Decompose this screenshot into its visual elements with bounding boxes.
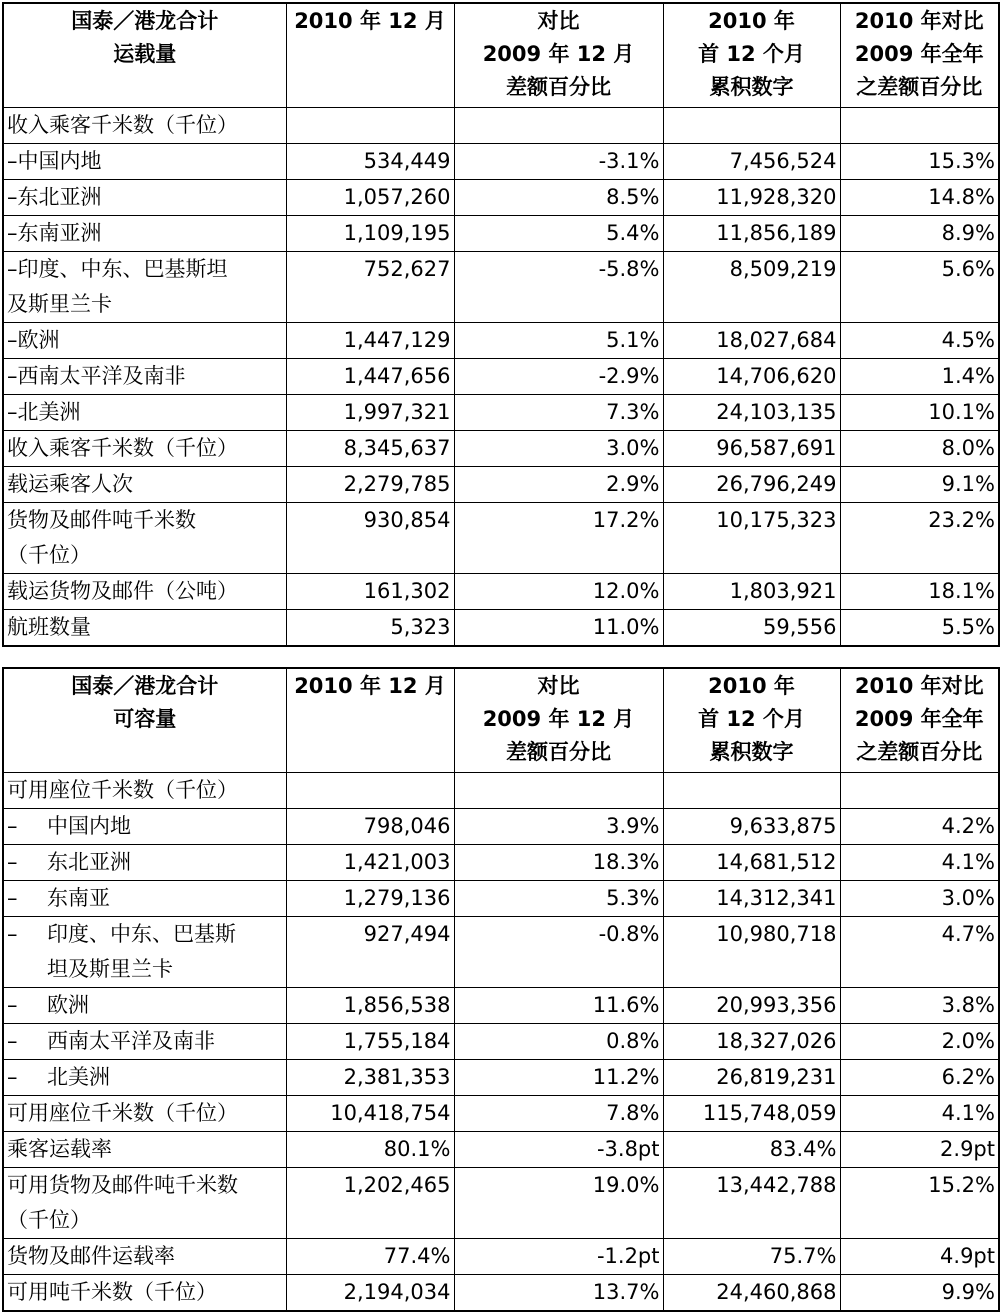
month-value: 752,627 <box>286 252 454 323</box>
month-change: 11.2% <box>454 1060 663 1096</box>
month-value: 2,194,034 <box>286 1275 454 1312</box>
table-row <box>3 395 999 431</box>
capacity-header-row <box>3 668 999 773</box>
ytd-change: 2.0% <box>840 1024 999 1060</box>
month-change: 7.8% <box>454 1096 663 1132</box>
table-row <box>3 252 999 323</box>
header-month-line1: 2010 年 12 月 <box>294 674 446 698</box>
month-value: 798,046 <box>286 809 454 845</box>
ytd-value: 24,103,135 <box>663 395 840 431</box>
ytd-value: 8,509,219 <box>663 252 840 323</box>
table-row <box>3 144 999 180</box>
month-change: -2.9% <box>454 359 663 395</box>
month-change: 7.3% <box>454 395 663 431</box>
row-label-line2: （千位） <box>7 1208 91 1232</box>
table-row <box>3 216 999 252</box>
month-change: 5.3% <box>454 881 663 917</box>
month-value: 5,323 <box>286 610 454 647</box>
ytd-value: 96,587,691 <box>663 431 840 467</box>
row-label <box>3 252 286 323</box>
month-change: 2.9% <box>454 467 663 503</box>
header-month-change-line2: 2009 年 12 月 <box>482 42 635 66</box>
table-row <box>3 180 999 216</box>
header-metric <box>3 668 286 773</box>
empty-cell <box>663 773 840 809</box>
header-month-change-line1: 对比 <box>537 9 580 33</box>
row-label <box>3 1060 286 1096</box>
ytd-change: 10.1% <box>840 395 999 431</box>
dash: – <box>7 886 18 910</box>
row-label: –欧洲 <box>3 323 286 359</box>
month-change: 12.0% <box>454 574 663 610</box>
ytd-value: 13,442,788 <box>663 1168 840 1239</box>
section-row <box>3 108 999 144</box>
row-label-text: 北美洲 <box>47 1065 110 1089</box>
row-label-line1: 货物及邮件吨千米数 <box>7 508 196 532</box>
empty-cell <box>663 108 840 144</box>
ytd-value: 26,819,231 <box>663 1060 840 1096</box>
table-row <box>3 323 999 359</box>
month-value: 1,202,465 <box>286 1168 454 1239</box>
header-ytd-line3: 累积数字 <box>709 740 794 764</box>
month-value: 1,279,136 <box>286 881 454 917</box>
header-month-line1: 2010 年 12 月 <box>294 9 446 33</box>
row-label-text: 西南太平洋及南非 <box>47 1029 215 1053</box>
row-label <box>3 1168 286 1239</box>
ytd-change: 4.5% <box>840 323 999 359</box>
month-change: 13.7% <box>454 1275 663 1312</box>
ytd-change: 15.3% <box>840 144 999 180</box>
ytd-change: 9.9% <box>840 1275 999 1312</box>
header-ytd-change-line2: 2009 年全年 <box>854 707 984 731</box>
row-label <box>3 988 286 1024</box>
month-value: 77.4% <box>286 1239 454 1275</box>
section-label: 收入乘客千米数（千位） <box>3 108 286 144</box>
ytd-change: 4.1% <box>840 1096 999 1132</box>
month-change: -3.8pt <box>454 1132 663 1168</box>
empty-cell <box>840 773 999 809</box>
ytd-change: 1.4% <box>840 359 999 395</box>
row-label: –中国内地 <box>3 144 286 180</box>
row-label <box>3 1024 286 1060</box>
header-month-change-line1: 对比 <box>537 674 580 698</box>
row-label <box>3 809 286 845</box>
ytd-value: 14,706,620 <box>663 359 840 395</box>
ytd-change: 18.1% <box>840 574 999 610</box>
header-metric-line2: 可容量 <box>113 707 177 731</box>
row-label: 收入乘客千米数（千位） <box>3 431 286 467</box>
month-value: 8,345,637 <box>286 431 454 467</box>
month-change: -3.1% <box>454 144 663 180</box>
month-value: 1,997,321 <box>286 395 454 431</box>
month-change: 5.1% <box>454 323 663 359</box>
month-change: 8.5% <box>454 180 663 216</box>
header-ytd-change-line3: 之差额百分比 <box>856 740 983 764</box>
month-value: 161,302 <box>286 574 454 610</box>
table-row <box>3 1275 999 1312</box>
ytd-value: 14,681,512 <box>663 845 840 881</box>
ytd-value: 59,556 <box>663 610 840 647</box>
month-value: 1,447,129 <box>286 323 454 359</box>
header-metric-line2: 运载量 <box>113 42 177 66</box>
table-row <box>3 1060 999 1096</box>
ytd-change: 4.7% <box>840 917 999 988</box>
header-month-change-line3: 差额百分比 <box>506 75 611 99</box>
month-change: 17.2% <box>454 503 663 574</box>
traffic-header-row <box>3 3 999 108</box>
ytd-change: 2.9pt <box>840 1132 999 1168</box>
row-label: 货物及邮件运载率 <box>3 1239 286 1275</box>
ytd-value: 10,175,323 <box>663 503 840 574</box>
empty-cell <box>454 108 663 144</box>
dash: – <box>7 1065 18 1089</box>
dash: – <box>7 850 18 874</box>
ytd-change: 15.2% <box>840 1168 999 1239</box>
table-row <box>3 467 999 503</box>
ytd-change: 3.0% <box>840 881 999 917</box>
month-value: 534,449 <box>286 144 454 180</box>
month-change: -1.2pt <box>454 1239 663 1275</box>
header-metric-line1: 国泰／港龙合计 <box>71 674 219 698</box>
row-label: 载运货物及邮件（公吨） <box>3 574 286 610</box>
ytd-change: 4.1% <box>840 845 999 881</box>
header-ytd-change-line1: 2010 年对比 <box>854 9 984 33</box>
row-label-line1: –印度、中东、巴基斯坦 <box>7 257 228 281</box>
section-label: 可用座位千米数（千位） <box>3 773 286 809</box>
row-label: –东北亚洲 <box>3 180 286 216</box>
month-change: -5.8% <box>454 252 663 323</box>
month-change: 0.8% <box>454 1024 663 1060</box>
month-value: 2,279,785 <box>286 467 454 503</box>
month-change: 11.0% <box>454 610 663 647</box>
table-row <box>3 359 999 395</box>
header-month-change <box>454 3 663 108</box>
month-change: 18.3% <box>454 845 663 881</box>
header-ytd-line2: 首 12 个月 <box>698 42 805 66</box>
ytd-value: 18,027,684 <box>663 323 840 359</box>
table-row <box>3 845 999 881</box>
row-label: –东南亚洲 <box>3 216 286 252</box>
ytd-value: 75.7% <box>663 1239 840 1275</box>
ytd-value: 9,633,875 <box>663 809 840 845</box>
ytd-change: 6.2% <box>840 1060 999 1096</box>
month-value: 1,057,260 <box>286 180 454 216</box>
ytd-value: 7,456,524 <box>663 144 840 180</box>
month-value: 1,109,195 <box>286 216 454 252</box>
ytd-change: 5.6% <box>840 252 999 323</box>
dash: – <box>7 1029 18 1053</box>
month-change: 11.6% <box>454 988 663 1024</box>
ytd-value: 10,980,718 <box>663 917 840 988</box>
row-label-text: 欧洲 <box>47 993 89 1017</box>
header-metric <box>3 3 286 108</box>
month-change: 3.9% <box>454 809 663 845</box>
month-value: 80.1% <box>286 1132 454 1168</box>
row-label-text: 坦及斯里兰卡 <box>47 957 173 981</box>
dash: – <box>7 993 18 1017</box>
month-value: 1,856,538 <box>286 988 454 1024</box>
header-ytd-line1: 2010 年 <box>708 9 795 33</box>
table-row <box>3 809 999 845</box>
row-label <box>3 881 286 917</box>
table-row <box>3 1132 999 1168</box>
empty-cell <box>454 773 663 809</box>
table-row <box>3 881 999 917</box>
month-change: 3.0% <box>454 431 663 467</box>
ytd-change: 14.8% <box>840 180 999 216</box>
ytd-change: 4.2% <box>840 809 999 845</box>
header-month <box>286 3 454 108</box>
month-change: -0.8% <box>454 917 663 988</box>
ytd-value: 18,327,026 <box>663 1024 840 1060</box>
ytd-value: 20,993,356 <box>663 988 840 1024</box>
row-label-text: 中国内地 <box>47 814 131 838</box>
capacity-table <box>2 667 1000 1312</box>
ytd-value: 115,748,059 <box>663 1096 840 1132</box>
empty-cell <box>286 108 454 144</box>
ytd-value: 11,856,189 <box>663 216 840 252</box>
table-row <box>3 574 999 610</box>
row-label: 乘客运载率 <box>3 1132 286 1168</box>
header-month <box>286 668 454 773</box>
row-label: 航班数量 <box>3 610 286 647</box>
section-row <box>3 773 999 809</box>
row-label-text: 东北亚洲 <box>47 850 131 874</box>
ytd-value: 1,803,921 <box>663 574 840 610</box>
header-ytd <box>663 3 840 108</box>
header-metric-line1: 国泰／港龙合计 <box>71 9 219 33</box>
month-change: 5.4% <box>454 216 663 252</box>
row-label: –西南太平洋及南非 <box>3 359 286 395</box>
ytd-change: 4.9pt <box>840 1239 999 1275</box>
ytd-change: 5.5% <box>840 610 999 647</box>
table-row <box>3 503 999 574</box>
ytd-change: 9.1% <box>840 467 999 503</box>
empty-cell <box>840 108 999 144</box>
row-label-line1 <box>7 917 283 952</box>
month-value: 1,755,184 <box>286 1024 454 1060</box>
table-row <box>3 988 999 1024</box>
header-ytd-change <box>840 668 999 773</box>
dash: – <box>7 922 18 946</box>
row-label-text: 印度、中东、巴基斯 <box>47 922 236 946</box>
table-row <box>3 1024 999 1060</box>
row-label: –北美洲 <box>3 395 286 431</box>
header-ytd-change-line1: 2010 年对比 <box>854 674 984 698</box>
header-ytd-change-line3: 之差额百分比 <box>856 75 983 99</box>
table-row <box>3 610 999 647</box>
row-label-line2: （千位） <box>7 543 91 567</box>
ytd-change: 8.9% <box>840 216 999 252</box>
month-change: 19.0% <box>454 1168 663 1239</box>
dash: – <box>7 814 18 838</box>
row-label-line1: 可用货物及邮件吨千米数 <box>7 1173 238 1197</box>
row-label: 载运乘客人次 <box>3 467 286 503</box>
header-ytd-line1: 2010 年 <box>708 674 795 698</box>
header-ytd-line3: 累积数字 <box>709 75 794 99</box>
ytd-change: 23.2% <box>840 503 999 574</box>
table-row <box>3 431 999 467</box>
ytd-change: 8.0% <box>840 431 999 467</box>
row-label: 可用吨千米数（千位） <box>3 1275 286 1312</box>
month-value: 930,854 <box>286 503 454 574</box>
header-ytd-change <box>840 3 999 108</box>
month-value: 10,418,754 <box>286 1096 454 1132</box>
table-row <box>3 1096 999 1132</box>
row-label-text: 东南亚 <box>47 886 110 910</box>
header-ytd-change-line2: 2009 年全年 <box>854 42 984 66</box>
ytd-value: 24,460,868 <box>663 1275 840 1312</box>
header-month-change-line3: 差额百分比 <box>506 740 611 764</box>
header-ytd-line2: 首 12 个月 <box>698 707 805 731</box>
row-label-line2: 及斯里兰卡 <box>7 292 112 316</box>
table-row <box>3 1168 999 1239</box>
ytd-value: 26,796,249 <box>663 467 840 503</box>
header-month-change <box>454 668 663 773</box>
row-label: 可用座位千米数（千位） <box>3 1096 286 1132</box>
header-ytd <box>663 668 840 773</box>
table-row <box>3 917 999 988</box>
month-value: 927,494 <box>286 917 454 988</box>
ytd-value: 14,312,341 <box>663 881 840 917</box>
header-month-change-line2: 2009 年 12 月 <box>482 707 635 731</box>
month-value: 1,447,656 <box>286 359 454 395</box>
row-label <box>3 917 286 988</box>
traffic-table <box>2 2 1000 647</box>
row-label <box>3 503 286 574</box>
month-value: 1,421,003 <box>286 845 454 881</box>
table-row <box>3 1239 999 1275</box>
ytd-value: 83.4% <box>663 1132 840 1168</box>
empty-cell <box>286 773 454 809</box>
row-label-line2 <box>7 952 283 987</box>
month-value: 2,381,353 <box>286 1060 454 1096</box>
row-label <box>3 845 286 881</box>
ytd-value: 11,928,320 <box>663 180 840 216</box>
ytd-change: 3.8% <box>840 988 999 1024</box>
